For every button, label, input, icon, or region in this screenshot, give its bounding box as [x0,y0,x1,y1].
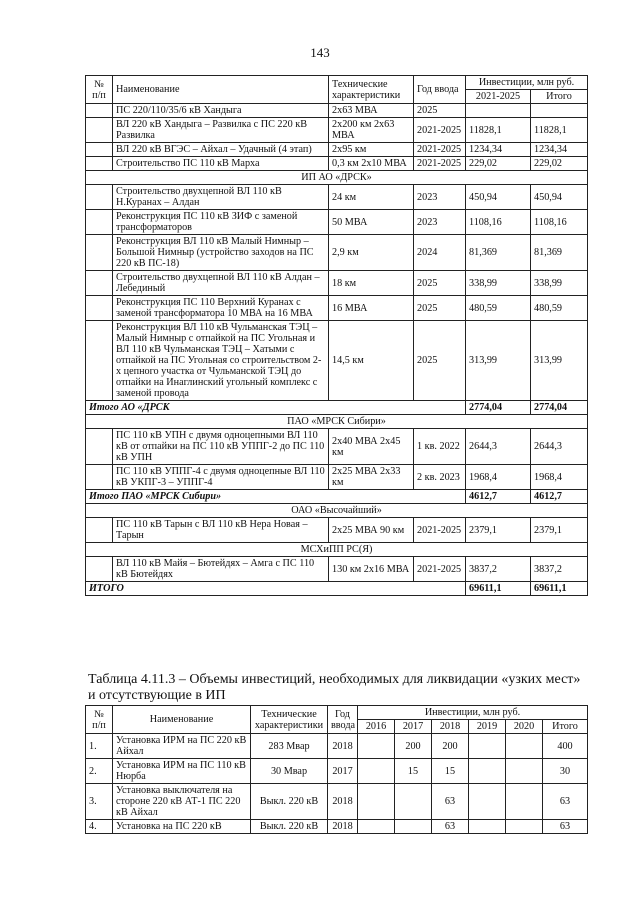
row-tech: 2х25 МВА 2х33 км [329,465,414,490]
row-period: 313,99 [466,321,531,401]
row-value: 15 [395,759,432,784]
row-year: 2017 [328,759,358,784]
row-total: 450,94 [531,185,588,210]
total-value: 2774,04 [531,401,588,415]
row-total: 81,369 [531,235,588,271]
row-value: 63 [432,820,469,834]
row-num [86,235,113,271]
row-value [358,759,395,784]
row-num [86,557,113,582]
row-total: 2379,1 [531,518,588,543]
table-row [86,118,588,143]
header-tech: Технические характеристики [251,706,328,734]
row-year: 2025 [414,321,466,401]
page-number: 143 [310,45,330,60]
section-title: ОАО «Высочайший» [86,504,588,518]
row-tech: 2,9 км [329,235,414,271]
row-year: 2025 [414,104,466,118]
row-num [86,104,113,118]
row-tech: 2х40 МВА 2х45 км [329,429,414,465]
table-row [86,235,588,271]
row-tech: 2х63 МВА [329,104,414,118]
row-name: Реконструкция ВЛ 110 кВ Чульманская ТЭЦ – Малый Нимныр с отпайкой на ПС Угольная и ВЛ 110 кВ Чульманская ТЭЦ – Хатыми с отпайкой на ПС Угольная со строительством 2-х цепного участка от Чульманской ТЭЦ до отпайки на Инаглинский угольный комплекс с заменой провода [113,321,329,401]
row-total [531,104,588,118]
row-name: ПС 110 кВ Тарын с ВЛ 110 кВ Нера Новая – Тарын [113,518,329,543]
row-period: 11828,1 [466,118,531,143]
row-total: 1108,16 [531,210,588,235]
row-name: ВЛ 220 кВ Хандыга – Развилка с ПС 220 кВ Развилка [113,118,329,143]
row-name: ВЛ 110 кВ Майя – Бютейдях – Амга с ПС 110 кВ Бютейдях [113,557,329,582]
row-total: 11828,1 [531,118,588,143]
row-total: 63 [543,784,588,820]
row-total: 313,99 [531,321,588,401]
row-name: Реконструкция ВЛ 110 кВ Малый Нимныр – Большой Нимныр (устройство заходов на ПС 220 кВ ПС-18) [113,235,329,271]
row-period [466,104,531,118]
row-year: 2021-2025 [414,518,466,543]
row-total: 3837,2 [531,557,588,582]
table-row [86,271,588,296]
header-num: № п/п [86,76,113,104]
total-row [86,490,588,504]
row-num [86,143,113,157]
section-row [86,415,588,429]
row-tech: 18 км [329,271,414,296]
row-num: 4. [86,820,113,834]
row-tech: 24 км [329,185,414,210]
row-value: 200 [395,734,432,759]
row-num [86,185,113,210]
row-tech: 2х25 МВА 90 км [329,518,414,543]
header-name: Наименование [113,706,251,734]
row-value [395,820,432,834]
header-total: Итого [531,90,588,104]
row-period: 338,99 [466,271,531,296]
row-value [506,784,543,820]
table-row [86,518,588,543]
row-tech: 16 МВА [329,296,414,321]
row-num [86,296,113,321]
bottleneck-table-body [86,734,588,834]
row-total: 1234,34 [531,143,588,157]
row-value [469,734,506,759]
row-value: 63 [432,784,469,820]
row-year: 2023 [414,185,466,210]
table-row [86,104,588,118]
header-invest: Инвестиции, млн руб. [358,706,588,720]
table-row [86,759,588,784]
row-period: 3837,2 [466,557,531,582]
table-row [86,157,588,171]
header-year-2017: 2017 [395,720,432,734]
section-title: МСХиПП РС(Я) [86,543,588,557]
row-tech: Выкл. 220 кВ [251,784,328,820]
header-num: № п/п [86,706,113,734]
header-year-2016: 2016 [358,720,395,734]
row-year: 2025 [414,271,466,296]
total-period: 4612,7 [466,490,531,504]
header-year-2018: 2018 [432,720,469,734]
header-year-2020: 2020 [506,720,543,734]
row-year: 2024 [414,235,466,271]
header-year: Год ввода [414,76,466,104]
table-row [86,296,588,321]
row-year: 2021-2025 [414,557,466,582]
row-year: 1 кв. 2022 [414,429,466,465]
section-row [86,543,588,557]
row-year: 2023 [414,210,466,235]
row-tech: 50 МВА [329,210,414,235]
bottleneck-table [85,705,588,834]
row-num: 3. [86,784,113,820]
row-value: 200 [432,734,469,759]
row-name: ВЛ 220 кВ ВГЭС – Айхал – Удачный (4 этап) [113,143,329,157]
total-row [86,401,588,415]
row-tech: 130 км 2х16 МВА [329,557,414,582]
row-total: 63 [543,820,588,834]
row-tech: 14,5 км [329,321,414,401]
row-period: 2379,1 [466,518,531,543]
row-period: 81,369 [466,235,531,271]
row-year: 2 кв. 2023 [414,465,466,490]
row-period: 480,59 [466,296,531,321]
row-period: 1234,34 [466,143,531,157]
row-name: Установка ИРМ на ПС 110 кВ Нюрба [113,759,251,784]
header-name: Наименование [113,76,329,104]
row-name: Строительство двухцепной ВЛ 110 кВ Алдан – Лебединый [113,271,329,296]
row-value [358,784,395,820]
header-year-2019: 2019 [469,720,506,734]
section-title: ИП АО «ДРСК» [86,171,588,185]
row-name: Установка ИРМ на ПС 220 кВ Айхал [113,734,251,759]
total-label: Итого ПАО «МРСК Сибири» [86,490,466,504]
row-value [469,820,506,834]
row-name: Реконструкция ПС 110 кВ ЗИФ с заменой трансформаторов [113,210,329,235]
total-period: 2774,04 [466,401,531,415]
row-year: 2018 [328,734,358,759]
row-year: 2025 [414,296,466,321]
row-num [86,429,113,465]
row-period: 2644,3 [466,429,531,465]
row-year: 2018 [328,784,358,820]
row-year: 2021-2025 [414,157,466,171]
row-num [86,118,113,143]
header-total: Итого [543,720,588,734]
row-total: 480,59 [531,296,588,321]
table-row [86,734,588,759]
row-name: Реконструкция ПС 110 Верхний Куранах с заменой трансформатора 10 МВА на 16 МВА [113,296,329,321]
row-total: 1968,4 [531,465,588,490]
section-title: ПАО «МРСК Сибири» [86,415,588,429]
row-tech: 30 Мвар [251,759,328,784]
row-year: 2021-2025 [414,118,466,143]
total-value: 4612,7 [531,490,588,504]
table-row [86,210,588,235]
row-total: 30 [543,759,588,784]
row-value [506,759,543,784]
row-total: 2644,3 [531,429,588,465]
table-row [86,185,588,210]
row-num: 2. [86,759,113,784]
row-value: 15 [432,759,469,784]
row-value [358,820,395,834]
header-invest: Инвестиции, млн руб. [466,76,588,90]
row-period: 1968,4 [466,465,531,490]
row-tech: 283 Мвар [251,734,328,759]
section-row [86,504,588,518]
investment-table-body [86,104,588,596]
row-total: 338,99 [531,271,588,296]
row-year: 2018 [328,820,358,834]
row-name: Установка выключателя на стороне 220 кВ АТ-1 ПС 220 кВ Айхал [113,784,251,820]
row-name: ПС 220/110/35/6 кВ Хандыга [113,104,329,118]
row-year: 2021-2025 [414,143,466,157]
row-value [469,784,506,820]
row-tech: 2х200 км 2х63 МВА [329,118,414,143]
row-tech: 0,3 км 2х10 МВА [329,157,414,171]
table-row [86,429,588,465]
row-total: 229,02 [531,157,588,171]
row-num [86,210,113,235]
total-label: Итого АО «ДРСК [86,401,466,415]
table-row [86,784,588,820]
row-name: ПС 110 кВ УППГ-4 с двумя одноцепные ВЛ 110 кВ УКПГ-3 – УППГ-4 [113,465,329,490]
row-num [86,465,113,490]
row-name: Установка на ПС 220 кВ [113,820,251,834]
header-period: 2021-2025 [466,90,531,104]
row-value [358,734,395,759]
row-name: Строительство двухцепной ВЛ 110 кВ Н.Куранах – Алдан [113,185,329,210]
table-row [86,557,588,582]
row-period: 1108,16 [466,210,531,235]
row-total: 400 [543,734,588,759]
section-row [86,171,588,185]
row-name: Строительство ПС 110 кВ Марха [113,157,329,171]
row-period: 450,94 [466,185,531,210]
row-value [506,734,543,759]
table-row [86,321,588,401]
row-tech: Выкл. 220 кВ [251,820,328,834]
row-num [86,157,113,171]
header-tech: Технические характеристики [329,76,414,104]
row-value [506,820,543,834]
header-year: Год ввода [328,706,358,734]
investment-table [85,75,588,596]
table-row [86,465,588,490]
row-num [86,518,113,543]
row-num: 1. [86,734,113,759]
row-num [86,321,113,401]
table-row [86,820,588,834]
table-row [86,143,588,157]
row-period: 229,02 [466,157,531,171]
row-num [86,271,113,296]
row-value [395,784,432,820]
row-tech: 2х95 км [329,143,414,157]
total-value: 69611,1 [531,582,588,596]
total-label: ИТОГО [86,582,466,596]
total-period: 69611,1 [466,582,531,596]
row-value [469,759,506,784]
total-row [86,582,588,596]
row-name: ПС 110 кВ УПН с двумя одноцепными ВЛ 110 кВ от отпайки на ПС 110 кВ УППГ-2 до ПС 110 кВ УПН [113,429,329,465]
table-caption: Таблица 4.11.3 – Объемы инвестиций, необходимых для ликвидации «узких мест» и отсутствующие в ИП [88,672,581,703]
